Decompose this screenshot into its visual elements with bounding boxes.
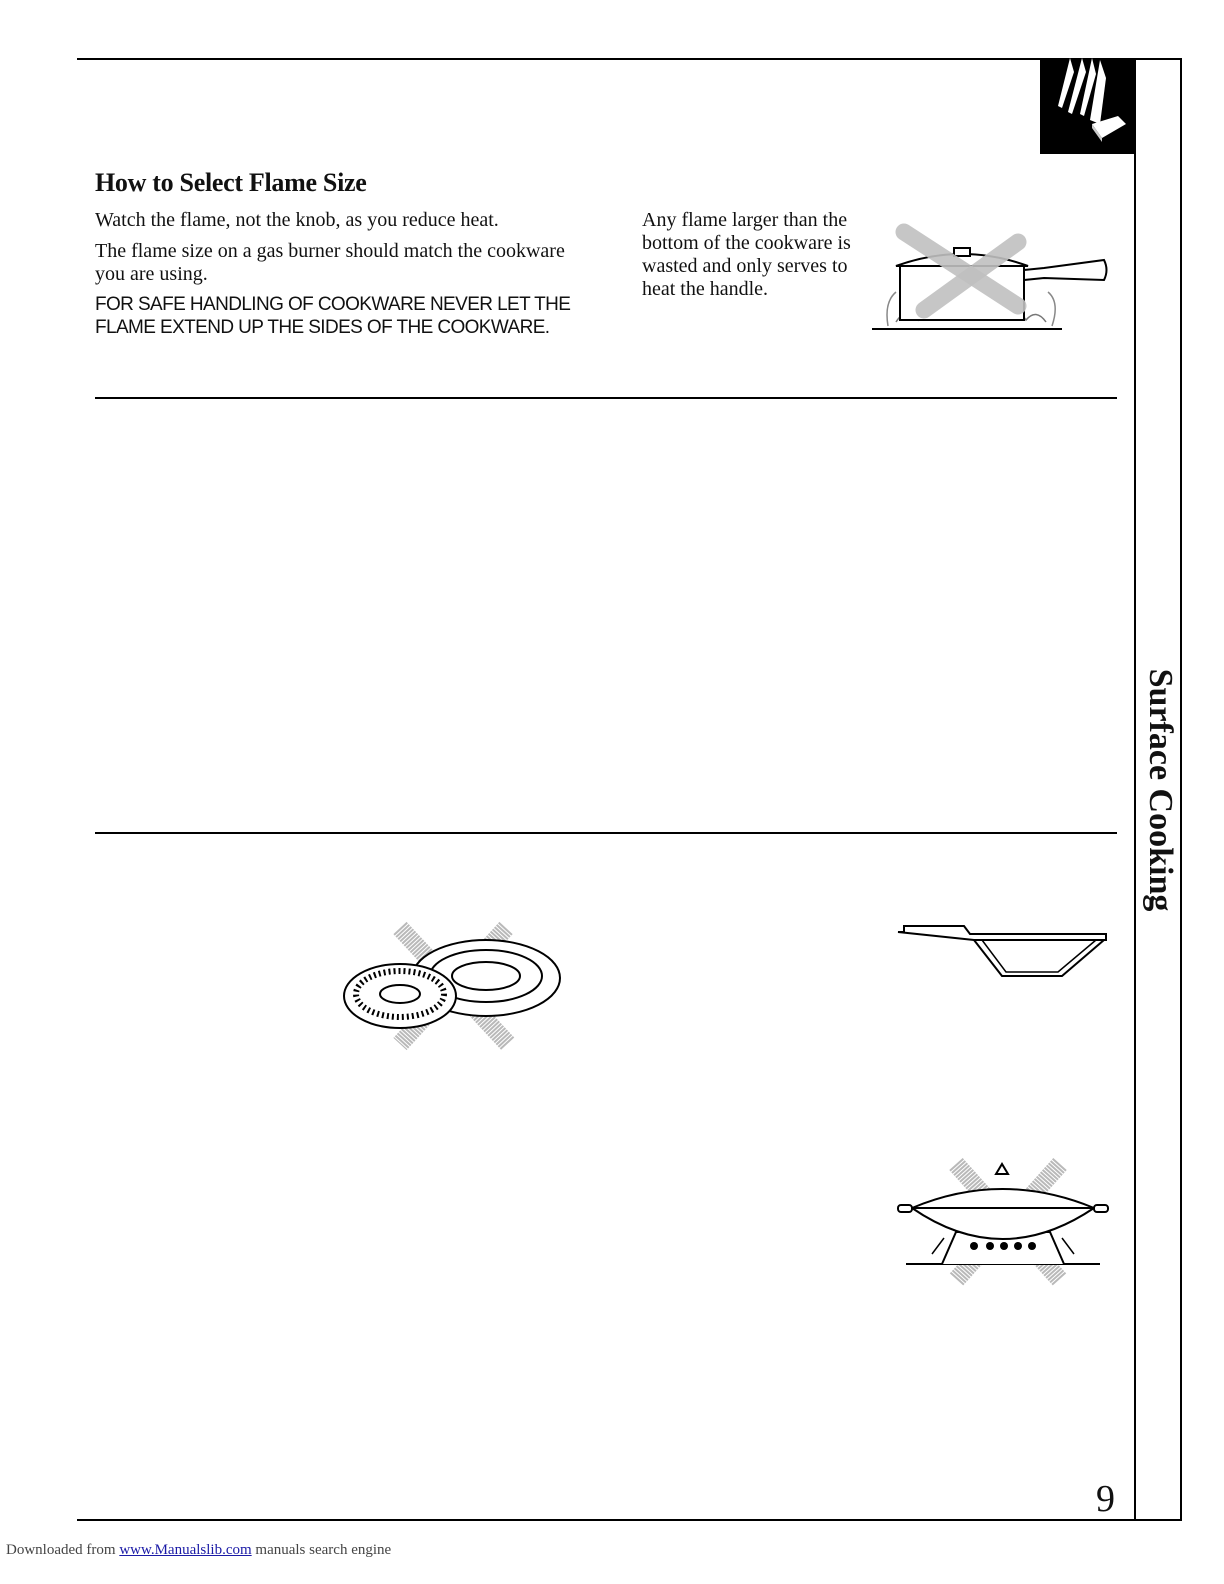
bottom-rule xyxy=(77,1519,1182,1521)
paragraph-flame-match: The flame size on a gas burner should match the cookware you are using. xyxy=(95,240,565,285)
top-rule xyxy=(77,58,1182,60)
side-tab-left-border xyxy=(1134,58,1136,1521)
section-divider-1 xyxy=(95,397,1117,399)
footer-prefix: Downloaded from xyxy=(6,1542,116,1558)
side-tab-right-border xyxy=(1180,58,1182,1521)
burner-grate-illustration xyxy=(340,920,570,1055)
page-number: 9 xyxy=(1096,1478,1115,1520)
paragraph-wasted-flame: Any flame larger than the bottom of the cookware is wasted and only serves to heat the handle. xyxy=(642,209,851,300)
skillet-illustration xyxy=(892,920,1114,980)
hand-pressing-icon xyxy=(1040,58,1136,154)
wok-on-ring-illustration xyxy=(892,1150,1114,1290)
pot-oversized-flame-illustration xyxy=(866,222,1116,337)
paragraph-safety-warning: FOR SAFE HANDLING OF COOKWARE NEVER LET THE FLAME EXTEND UP THE SIDES OF THE COOKWARE. xyxy=(95,294,571,338)
section-divider-2 xyxy=(95,832,1117,834)
download-footer xyxy=(6,1542,391,1559)
side-tab-label: Surface Cooking xyxy=(1142,668,1179,912)
section-heading: How to Select Flame Size xyxy=(95,168,367,197)
footer-suffix: manuals search engine xyxy=(255,1542,392,1558)
paragraph-watch-flame: Watch the flame, not the knob, as you reduce heat. xyxy=(95,209,499,231)
manualslib-link[interactable]: www.Manualslib.com xyxy=(119,1542,252,1558)
